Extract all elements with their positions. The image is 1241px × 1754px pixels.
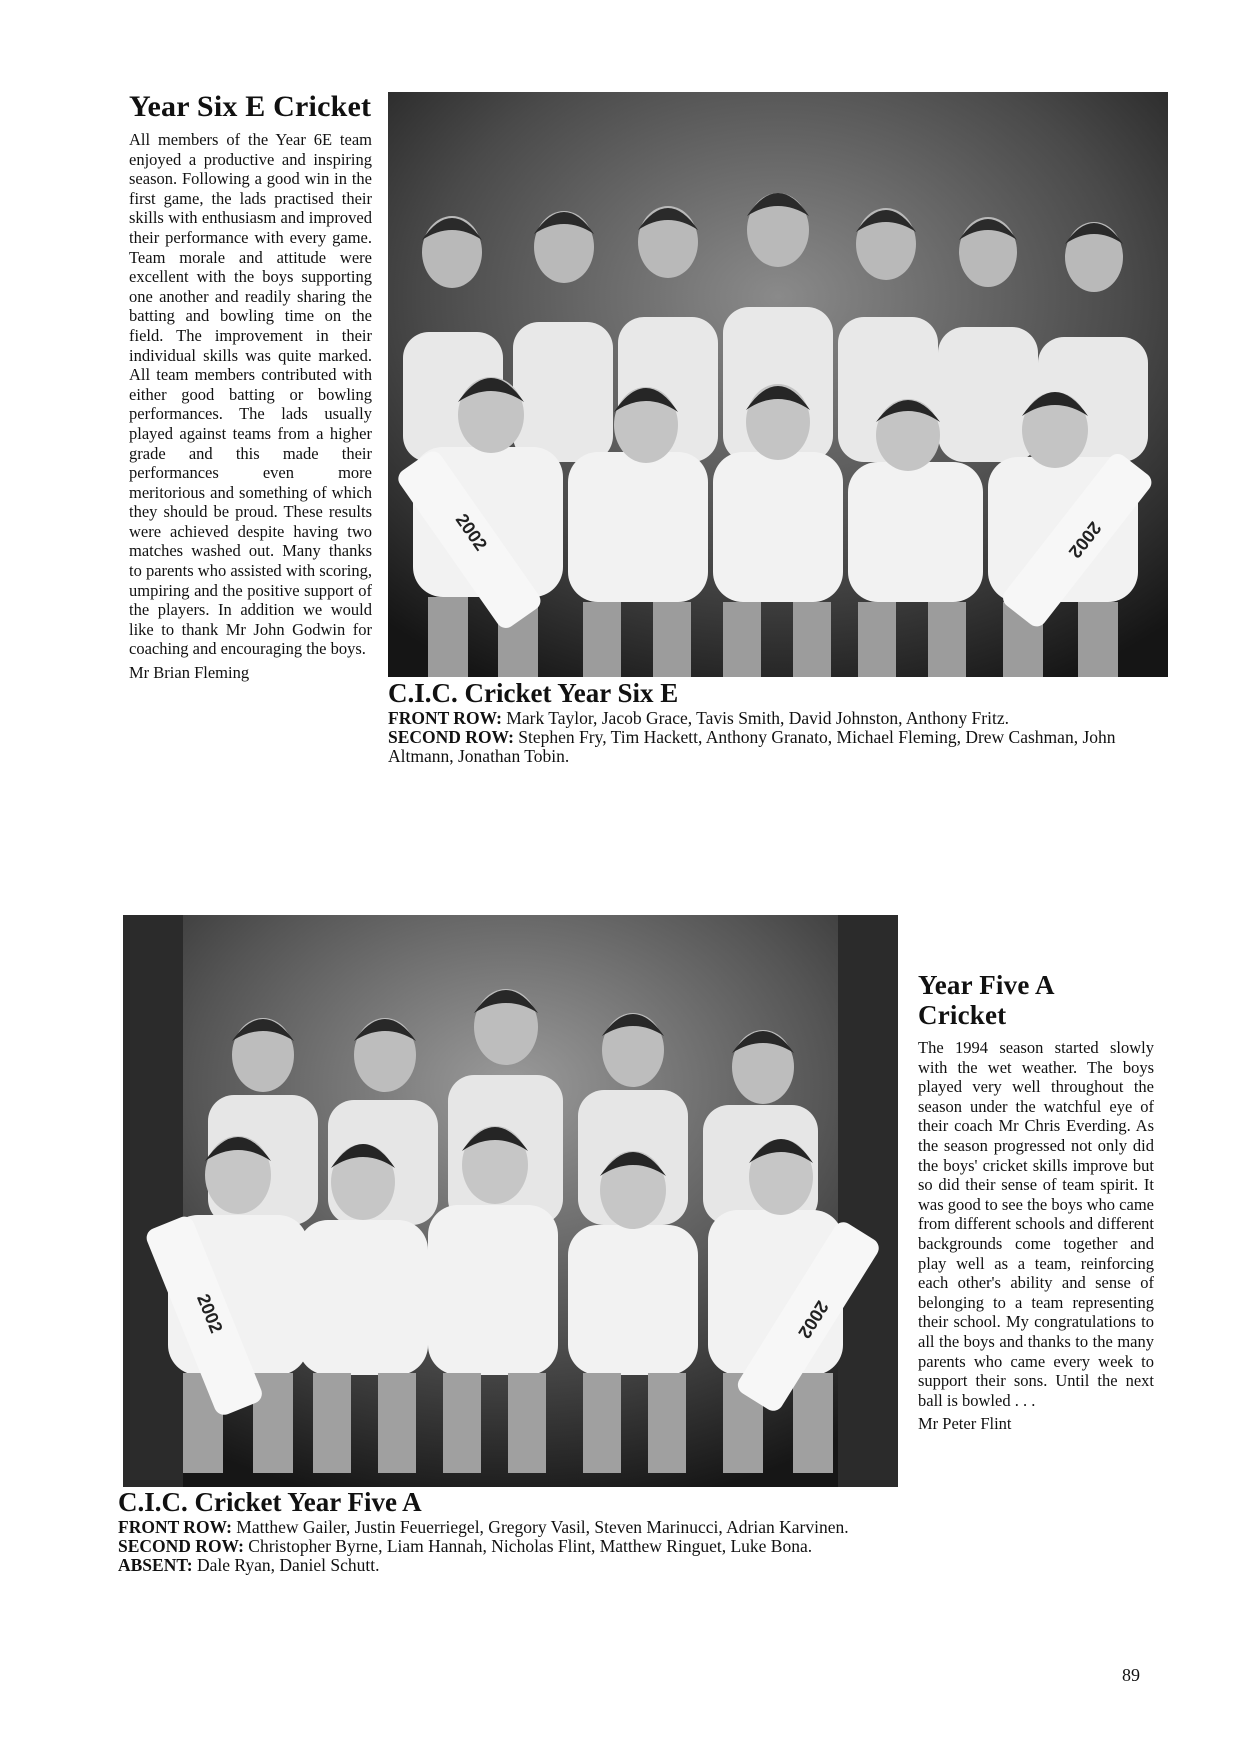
front-row-label: FRONT ROW: (388, 708, 502, 728)
year-six-e-second-row (388, 728, 1168, 766)
year-six-e-body: All members of the Year 6E team enjoyed a productive and inspiring season. Following a good win in the first game, the lads practised their skills with enthusiasm and improved their performance with every game. Team morale and attitude were excellent with the boys supporting one another and readily sharing the batting and bowling time on the field. The improvement in their individual skills was quite marked. All team members contributed with either good batting or bowling performances. The lads usually played against teams from a higher grade and this made their performances even more meritorious and something of which they should be proud. These results were achieved despite having two matches washed out. Many thanks to parents who assisted with scoring, umpiring and the positive support of the players. In addition we would like to thank Mr John Godwin for coaching and encouraging the boys. (129, 130, 372, 659)
bat-label: 2002 (1064, 517, 1106, 562)
year-five-a-caption (118, 1487, 918, 1575)
year-five-a-heading (918, 970, 1154, 1030)
year-five-a-caption-title: C.I.C. Cricket Year Five A (118, 1487, 422, 1517)
year-five-a-photo-art (123, 915, 898, 1487)
front-row-names: Mark Taylor, Jacob Grace, Tavis Smith, David Johnston, Anthony Fritz. (506, 708, 1009, 728)
second-row-names: Christopher Byrne, Liam Hannah, Nicholas Flint, Matthew Ringuet, Luke Bona. (248, 1536, 813, 1556)
bat-label: 2002 (451, 510, 492, 555)
front-row-label: FRONT ROW: (118, 1517, 232, 1537)
year-six-e-article (129, 90, 372, 683)
year-five-a-body: The 1994 season started slowly with the wet weather. The boys played very well throughout the season under the watchful eye of their coach Mr Chris Everding. As the season progressed not only did the boys' cricket skills improve but so did their sense of team spirit. It was good to see the boys who came from different schools and different backgrounds come together and play well as a team, reinforcing each other's ability and sense of belonging to a team representing their school. My congratulations to all the boys and thanks to the many parents who came every week to support their sons. Until the next ball is bowled . . . (918, 1038, 1154, 1410)
absent-names: Dale Ryan, Daniel Schutt. (196, 1555, 380, 1575)
year-six-e-photo-art (388, 92, 1168, 677)
year-five-a-article (918, 970, 1154, 1434)
year-five-a-front-row (118, 1518, 918, 1537)
second-row-label: SECOND ROW: (118, 1536, 244, 1556)
front-row-names: Matthew Gailer, Justin Feuerriegel, Gregory Vasil, Steven Marinucci, Adrian Karvinen. (236, 1517, 849, 1537)
year-five-a-absent (118, 1556, 918, 1575)
year-six-e-heading: Year Six E Cricket (129, 90, 372, 123)
year-six-e-team-photo (388, 92, 1168, 677)
bat-label: 2002 (794, 1297, 833, 1342)
absent-label: ABSENT: (118, 1555, 193, 1575)
bat-label: 2002 (193, 1291, 227, 1336)
year-five-a-heading-line2: Cricket (918, 1000, 1007, 1030)
year-six-e-signoff: Mr Brian Fleming (129, 663, 250, 683)
page-number: 89 (1122, 1665, 1140, 1685)
year-five-a-heading-line1: Year Five A (918, 970, 1055, 1000)
year-six-e-front-row (388, 709, 1168, 728)
year-six-e-caption (388, 678, 1168, 766)
year-five-a-second-row (118, 1537, 918, 1556)
second-row-names: Stephen Fry, Tim Hackett, Anthony Granato, Michael Fleming, Drew Cashman, John Altmann, Jonathan Tobin. (388, 727, 1116, 766)
second-row-label: SECOND ROW: (388, 727, 514, 747)
year-five-a-signoff: Mr Peter Flint (918, 1414, 1012, 1434)
year-five-a-team-photo (123, 915, 898, 1487)
year-six-e-caption-title: C.I.C. Cricket Year Six E (388, 678, 679, 708)
